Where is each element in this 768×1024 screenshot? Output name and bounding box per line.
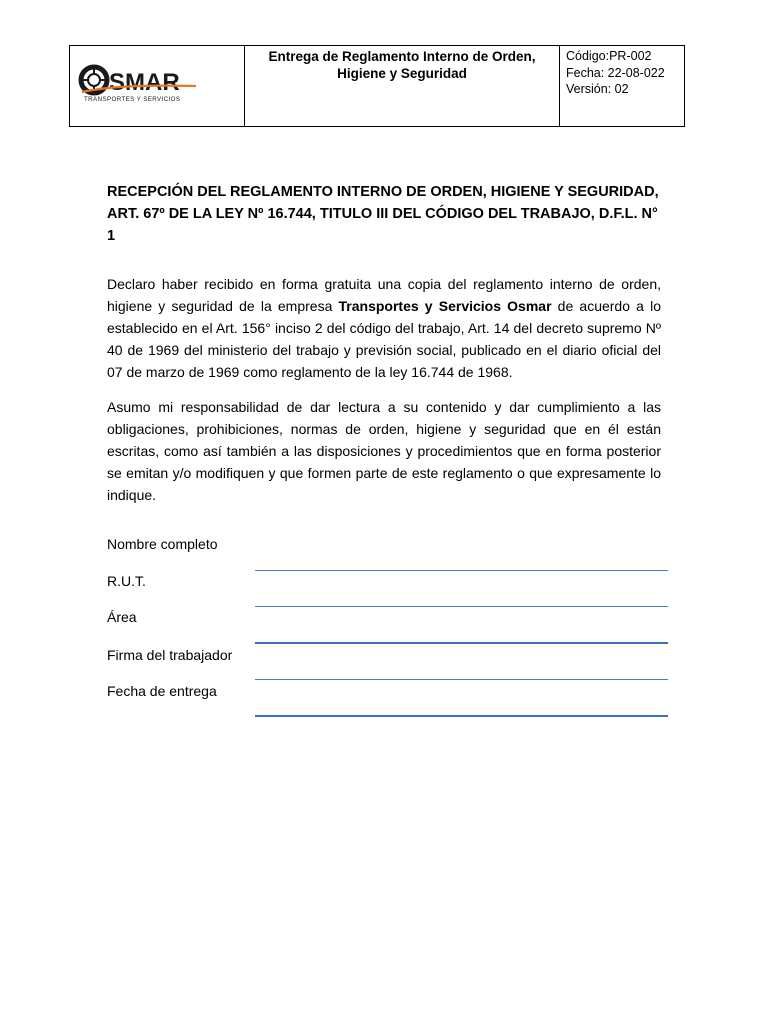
document-date: Fecha: 22-08-022 (566, 65, 665, 80)
line-area[interactable] (255, 642, 668, 644)
label-rut: R.U.T. (107, 573, 146, 589)
document-header-table (69, 45, 685, 127)
paragraph-declaration-part1: Declaro haber recibido en forma gratuita una copia del reglamento interno de orden, higiene y seguridad de la empresa (107, 276, 661, 314)
line-nombre-completo[interactable] (255, 570, 668, 571)
label-nombre-completo: Nombre completo (107, 536, 218, 552)
document-meta (560, 46, 684, 126)
line-rut[interactable] (255, 606, 668, 607)
label-area: Área (107, 609, 137, 625)
document-title: Entrega de Reglamento Interno de Orden, Higiene y Seguridad (245, 46, 560, 126)
osmar-logo (78, 64, 200, 104)
label-fecha-entrega: Fecha de entrega (107, 683, 217, 699)
paragraph-declaration (107, 273, 661, 383)
paragraph-responsibility: Asumo mi responsabilidad de dar lectura a su contenido y dar cumplimiento a las obligaciones, prohibiciones, normas de orden, higiene y seguridad que en él están escritas, como así también a las disposiciones y procedimientos que en forma posterior se emitan y/o modifiquen y que formen parte de este reglamento o que expresamente lo indique. (107, 399, 661, 503)
document-version: Versión: 02 (566, 82, 629, 96)
document-code: Código:PR-002 (566, 49, 652, 63)
logo-brand: SMAR (109, 69, 180, 96)
logo-tagline: TRANSPORTES Y SERVICIOS (84, 96, 181, 103)
line-fecha-entrega[interactable] (255, 715, 668, 717)
company-name: Transportes y Servicios Osmar (338, 298, 552, 314)
line-firma-trabajador[interactable] (255, 679, 668, 680)
logo-cell (70, 46, 245, 126)
paragraph-declaration-part2: de acuerdo a lo establecido en el Art. 156° inciso 2 del código del trabajo, Art. 14 del decreto supremo Nº 40 de 1969 del ministerio del trabajo y previsión social, publicado en el diario oficial del 07 de marzo de 1969 como reglamento de la ley 16.744 de 1968. (107, 298, 661, 380)
label-firma-trabajador: Firma del trabajador (107, 647, 233, 663)
document-heading: RECEPCIÓN DEL REGLAMENTO INTERNO DE ORDEN, HIGIENE Y SEGURIDAD, ART. 67º DE LA LEY Nº 16.744, TITULO III DEL CÓDIGO DEL TRABAJO, D.F.L. N° 1 (107, 184, 659, 244)
